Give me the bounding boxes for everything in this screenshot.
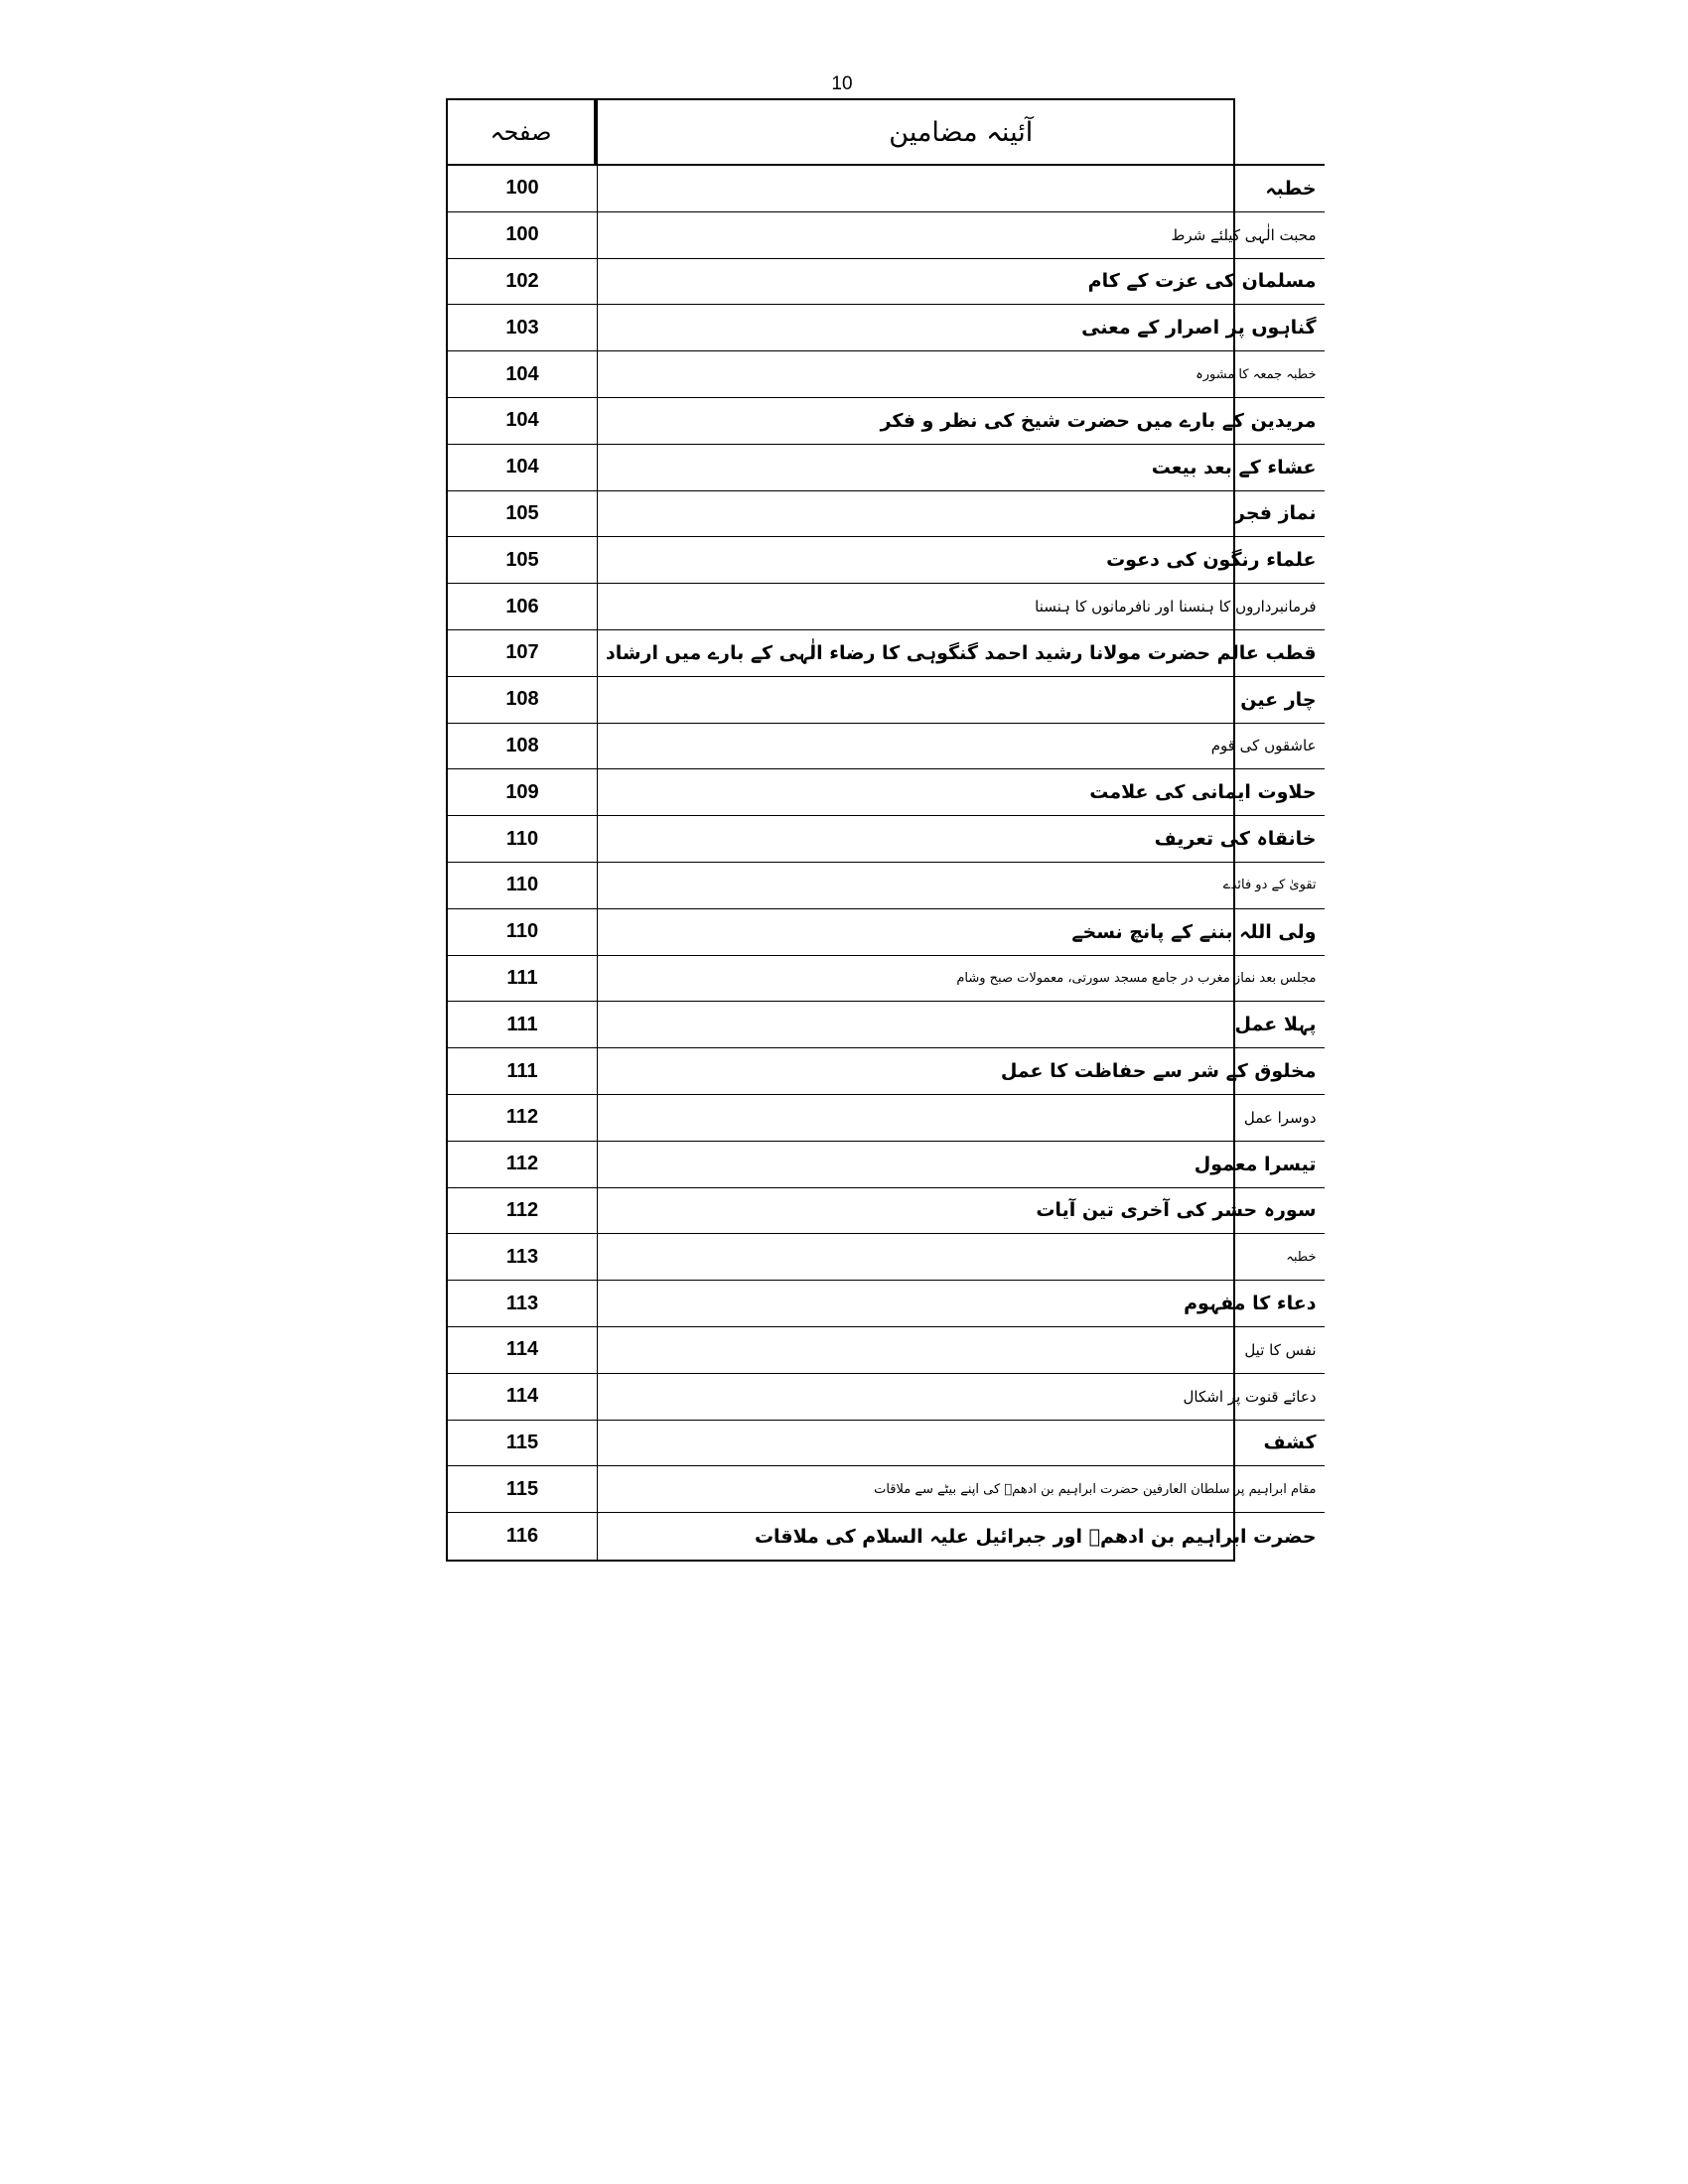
table-row-title: مریدین کے بارے میں حضرت شیخ کی نظر و فکر: [598, 398, 1325, 445]
table-row-page: 116: [448, 1513, 598, 1560]
table-row-title: خطبہ: [598, 1234, 1325, 1281]
table-row-title: خطبہ: [598, 166, 1325, 212]
table-row-page: 105: [448, 537, 598, 584]
table-row-title: کشف: [598, 1421, 1325, 1467]
table-row-title: مخلوق کے شر سے حفاظت کا عمل: [598, 1048, 1325, 1095]
table-row-page: 114: [448, 1327, 598, 1374]
table-row-title: گناہوں پر اصرار کے معنی: [598, 305, 1325, 351]
table-row-title: سورہ حشر کی آخری تین آیات: [598, 1188, 1325, 1235]
page-number: 10: [831, 73, 853, 94]
table-row-title: حلاوت ایمانی کی علامت: [598, 769, 1325, 816]
table-row-page: 102: [448, 259, 598, 306]
table-row-page: 112: [448, 1188, 598, 1235]
table-of-contents: [446, 98, 1317, 1562]
table-row-page: 115: [448, 1466, 598, 1513]
table-row-page: 108: [448, 677, 598, 724]
table-row-page: 112: [448, 1095, 598, 1142]
table-row-title: حضرت ابراہیم بن ادھمؒ اور جبرائیل علیہ السلام کی ملاقات: [754, 1525, 1317, 1548]
table-row-page: 110: [448, 909, 598, 956]
table-row-title: نفس کا تیل: [598, 1327, 1325, 1374]
table-row-page: 100: [448, 166, 598, 212]
table-row-title: نماز فجر: [598, 491, 1325, 538]
table-row-title: علماء رنگون کی دعوت: [598, 537, 1325, 584]
table-row-page: 100: [448, 212, 598, 259]
table-row-page: 103: [448, 305, 598, 351]
table-row-page: 114: [448, 1374, 598, 1421]
table-row-title: مجلس بعد نماز مغرب در جامع مسجد سورتی، معمولات صبح وشام: [598, 956, 1325, 1003]
table-row-page: 110: [448, 863, 598, 909]
table-row-title: خانقاہ کی تعریف: [598, 816, 1325, 863]
table-row-title: فرمانبرداروں کا ہنسنا اور نافرمانوں کا ہنسنا: [598, 584, 1325, 630]
table-row-title: مقام ابراہیم پر سلطان العارفین حضرت ابراہیم بن ادھمؒ کی اپنے بیٹے سے ملاقات: [598, 1466, 1325, 1513]
table-row-title: دعاء کا مفہوم: [598, 1281, 1325, 1327]
table-row-page: 104: [448, 445, 598, 491]
table-row-page: 105: [448, 491, 598, 538]
table-row-page: 111: [448, 1048, 598, 1095]
table-row-title: عاشقوں کی قوم: [598, 724, 1325, 770]
table-row-title: ولی اللہ بننے کے پانچ نسخے: [598, 909, 1325, 956]
table-row-title: مسلمان کی عزت کے کام: [598, 259, 1325, 306]
table-row-page: 115: [448, 1421, 598, 1467]
table-row-page: 108: [448, 724, 598, 770]
table-row-page: 113: [448, 1234, 598, 1281]
table-row-title: محبت الٰہی کیلئے شرط: [598, 212, 1325, 259]
table-row-page: 112: [448, 1142, 598, 1188]
table-row-title: دعائے قنوت پر اشکال: [598, 1374, 1325, 1421]
table-row-page: 113: [448, 1281, 598, 1327]
table-row-title: تقویٰ کے دو فائدے: [598, 863, 1325, 909]
header-title-column: آئینہ مضامین: [598, 100, 1325, 166]
table-row-title: عشاء کے بعد بیعت: [598, 445, 1325, 491]
table-row-page: 104: [448, 398, 598, 445]
table-row-page: 111: [448, 1002, 598, 1048]
table-row-title: چار عین: [598, 677, 1325, 724]
table-row-page: 111: [448, 956, 598, 1003]
table-row-title: خطبہ جمعہ کا مشورہ: [598, 351, 1325, 398]
header-page-column: صفحہ: [448, 100, 598, 166]
table-row-title: دوسرا عمل: [598, 1095, 1325, 1142]
table-row-page: 106: [448, 584, 598, 630]
table-row-page: 109: [448, 769, 598, 816]
table-row-page: 110: [448, 816, 598, 863]
table-row-page: 107: [448, 630, 598, 677]
table-row-title: قطب عالم حضرت مولانا رشید احمد گنگوہی کا رضاء الٰہی کے بارے میں ارشاد: [598, 630, 1325, 677]
table-row-title: تیسرا معمول: [598, 1142, 1325, 1188]
table-row-page: 104: [448, 351, 598, 398]
table-row-title: پہلا عمل: [598, 1002, 1325, 1048]
